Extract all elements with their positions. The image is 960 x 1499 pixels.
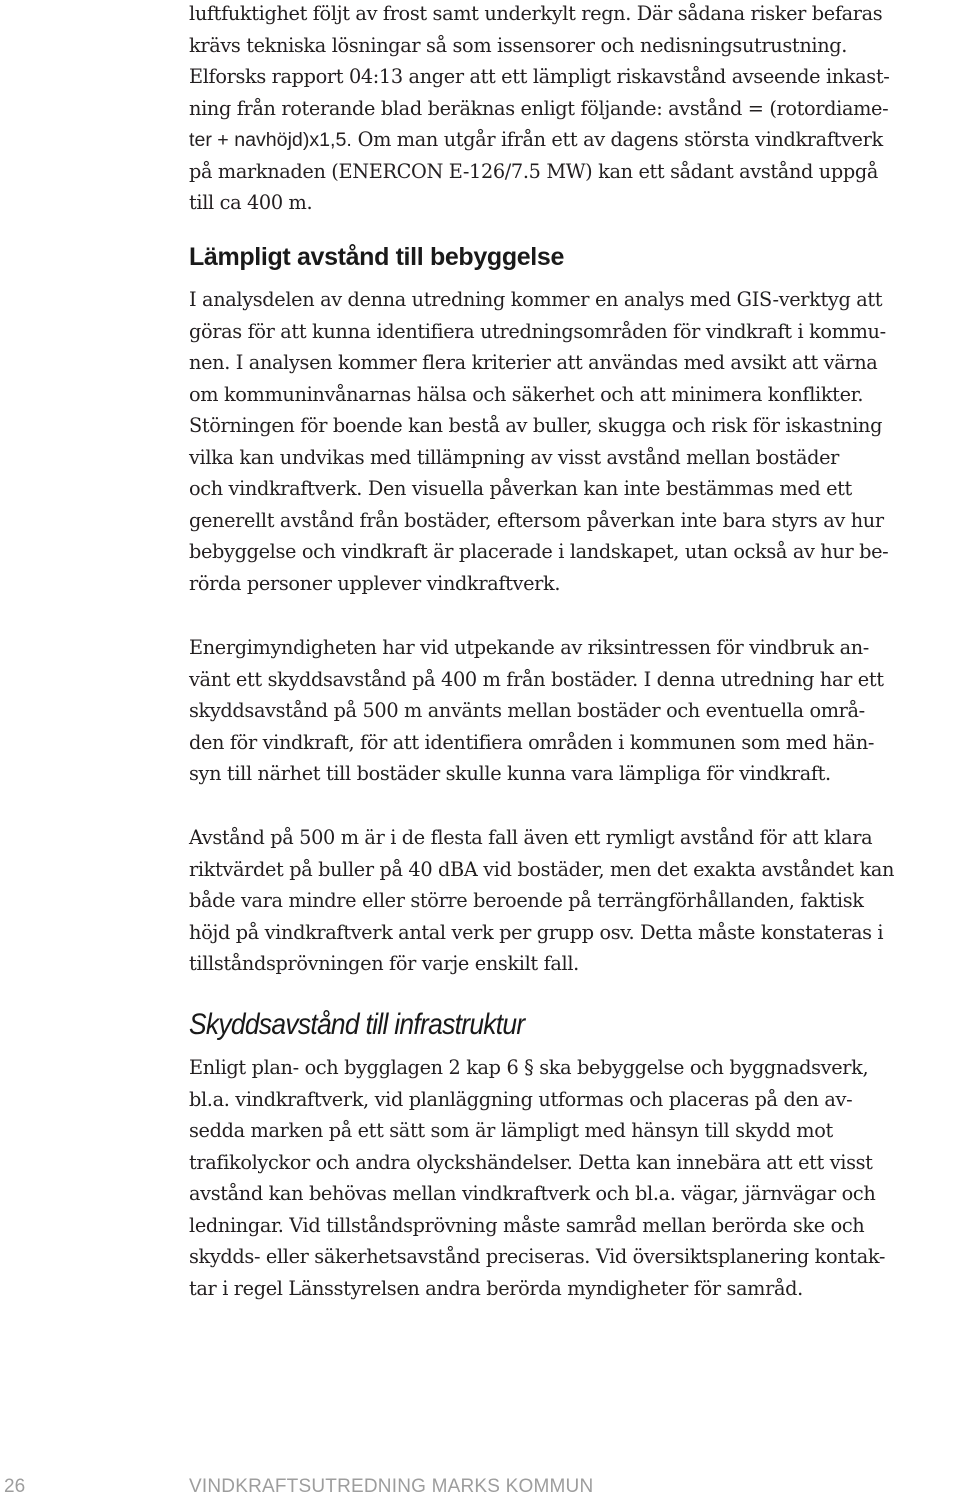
page-number: 26 <box>4 1476 26 1497</box>
text-line: avstånd kan behövas mellan vindkraftverk och bl.a. vägar, järnvägar och <box>189 1182 876 1205</box>
text-line: generellt avstånd från bostäder, eftersom påverkan inte bara styrs av hur <box>189 508 884 532</box>
text-fragment: ter + navhöjd)x1,5. <box>189 129 352 151</box>
page-footer <box>0 1476 960 1498</box>
text-line: vänt ett skyddsavstånd på 400 m från bostäder. I denna utredning har ett <box>189 667 884 691</box>
text-line: krävs tekniska lösningar så som issensorer och nedisningsutrustning. <box>189 33 848 57</box>
text-line: ning från roterande blad beräknas enligt följande: avstånd = (rotordiame- <box>189 96 889 120</box>
text-line: ledningar. Vid tillståndsprövning måste samråd mellan berörda ske och <box>189 1213 865 1237</box>
section-heading: Skyddsavstånd till infrastruktur <box>189 1008 525 1041</box>
text-line: både vara mindre eller större beroende på terrängförhållanden, faktisk <box>189 889 864 912</box>
text-line: trafikolyckor och andra olyckshändelser. Detta kan innebära att ett visst <box>189 1150 873 1174</box>
text-line: på marknaden (ENERCON E-126/7.5 MW) kan ett sådant avstånd uppgå <box>189 159 878 183</box>
text-fragment: Om man utgår ifrån ett av dagens största vindkraftverk <box>351 128 883 151</box>
text-line: nen. I analysen kommer flera kriterier att användas med avsikt att värna <box>189 351 878 374</box>
text-line: Energimyndigheten har vid utpekande av riksintressen för vindbruk an- <box>189 636 869 659</box>
text-line: till ca 400 m. <box>189 191 313 214</box>
text-line: Avstånd på 500 m är i de flesta fall även ett rymligt avstånd för att klara <box>189 826 873 849</box>
text-line: riktvärdet på buller på 40 dBA vid bostäder, men det exakta avståndet kan <box>189 857 895 881</box>
text-line: höjd på vindkraftverk antal verk per grupp osv. Detta måste konstateras i <box>189 920 884 944</box>
text-line: I analysdelen av denna utredning kommer en analys med GIS-verktyg att <box>189 288 883 311</box>
intro-paragraph <box>189 0 889 219</box>
text-line: skydds- eller säkerhetsavstånd preciseras. Vid översiktsplanering kontak- <box>189 1245 886 1268</box>
section-heading: Lämpligt avstånd till bebyggelse <box>189 243 564 271</box>
text-line <box>189 124 889 156</box>
text-line: sedda marken på ett sätt som är lämpligt med hänsyn till skydd mot <box>189 1119 833 1142</box>
text-line: skyddsavstånd på 500 m använts mellan bostäder och eventuella områ- <box>189 699 865 722</box>
text-line: rörda personer upplever vindkraftverk. <box>189 571 561 595</box>
section1-paragraph1 <box>189 284 888 599</box>
text-line: den för vindkraft, för att identifiera områden i kommunen som med hän- <box>189 730 875 754</box>
text-line: bl.a. vindkraftverk, vid planläggning utformas och placeras på den av- <box>189 1087 853 1111</box>
text-line: bebyggelse och vindkraft är placerade i landskapet, utan också av hur be- <box>189 540 889 563</box>
text-line: syn till närhet till bostäder skulle kunna vara lämpliga för vindkraft. <box>189 762 831 785</box>
section2-paragraph1 <box>189 1052 885 1304</box>
text-line: luftfuktighet följt av frost samt underkylt regn. Där sådana risker befaras <box>189 2 883 25</box>
text-line: Elforsks rapport 04:13 anger att ett lämpligt riskavstånd avseende inkast- <box>189 65 890 88</box>
section1-paragraph2 <box>189 632 884 790</box>
text-line: tar i regel Länsstyrelsen andra berörda myndigheter för samråd. <box>189 1276 803 1300</box>
text-line: tillståndsprövningen för varje enskilt fall. <box>189 952 579 975</box>
text-line: vilka kan undvikas med tillämpning av visst avstånd mellan bostäder <box>189 445 840 469</box>
text-line: om kommuninvånarnas hälsa och säkerhet och att minimera konflikter. <box>189 382 864 406</box>
text-line: göras för att kunna identifiera utredningsområden för vindkraft i kommu- <box>189 319 886 343</box>
section1-paragraph3 <box>189 822 894 980</box>
running-title: VINDKRAFTSUTREDNING MARKS KOMMUN <box>189 1476 594 1497</box>
text-line: Enligt plan- och bygglagen 2 kap 6 § ska bebyggelse och byggnadsverk, <box>189 1056 869 1079</box>
text-line: och vindkraftverk. Den visuella påverkan kan inte bestämmas med ett <box>189 477 852 500</box>
text-line: Störningen för boende kan bestå av buller, skugga och risk för iskastning <box>189 414 883 437</box>
